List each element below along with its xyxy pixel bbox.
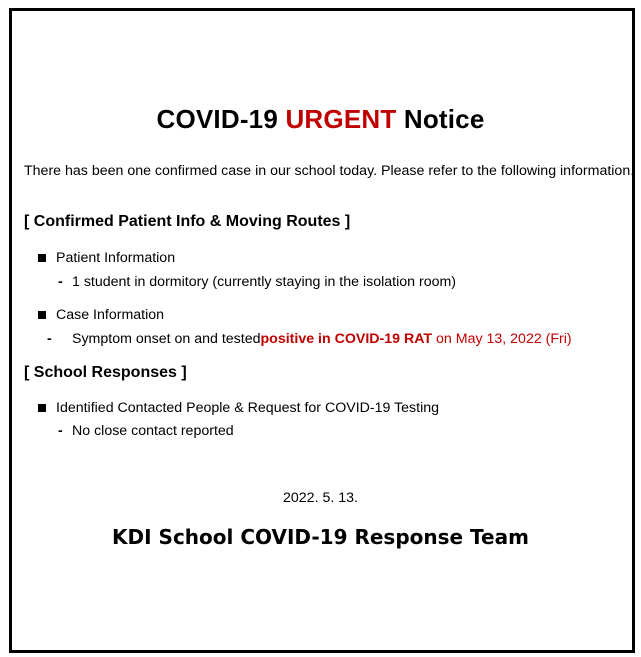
square-bullet-icon	[38, 311, 46, 319]
intro-text: There has been one confirmed case in our school today. Please refer to the following information.	[24, 163, 635, 179]
patient-detail-row	[58, 274, 456, 290]
patient-info-label: Patient Information	[56, 250, 176, 266]
case-detail-date: on May 13, 2022 (Fri)	[432, 331, 572, 347]
square-bullet-icon	[38, 254, 46, 262]
contact-detail-text: No close contact reported	[72, 423, 234, 439]
contact-detail-row	[58, 423, 234, 439]
bullet-patient-information	[38, 250, 175, 266]
case-detail-highlight: positive in COVID-19 RAT	[260, 331, 433, 347]
square-bullet-icon	[38, 404, 46, 412]
patient-detail-text: 1 student in dormitory (currently staying in the isolation room)	[72, 274, 457, 290]
contacted-people-label: Identified Contacted People & Request for COVID-19 Testing	[56, 400, 440, 416]
bullet-contacted-people	[38, 400, 439, 416]
title-urgent: URGENT	[285, 104, 397, 134]
case-detail-row	[47, 331, 572, 347]
case-info-label: Case Information	[56, 307, 165, 323]
dash-bullet-icon: -	[58, 423, 63, 439]
notice-date: 2022. 5. 13.	[283, 490, 358, 506]
title-part1: COVID-19	[156, 104, 286, 134]
section-heading-patient-info: [ Confirmed Patient Info & Moving Routes ]	[24, 213, 351, 230]
bullet-case-information	[38, 307, 164, 323]
case-detail-prefix: Symptom onset on and tested	[72, 331, 261, 347]
title-part2: Notice	[396, 104, 485, 134]
notice-title	[0, 104, 641, 135]
response-team-signature: KDI School COVID-19 Response Team	[112, 525, 529, 549]
dash-bullet-icon: -	[58, 274, 63, 290]
section-heading-school-responses: [ School Responses ]	[24, 364, 187, 381]
dash-bullet-icon: -	[47, 331, 52, 347]
